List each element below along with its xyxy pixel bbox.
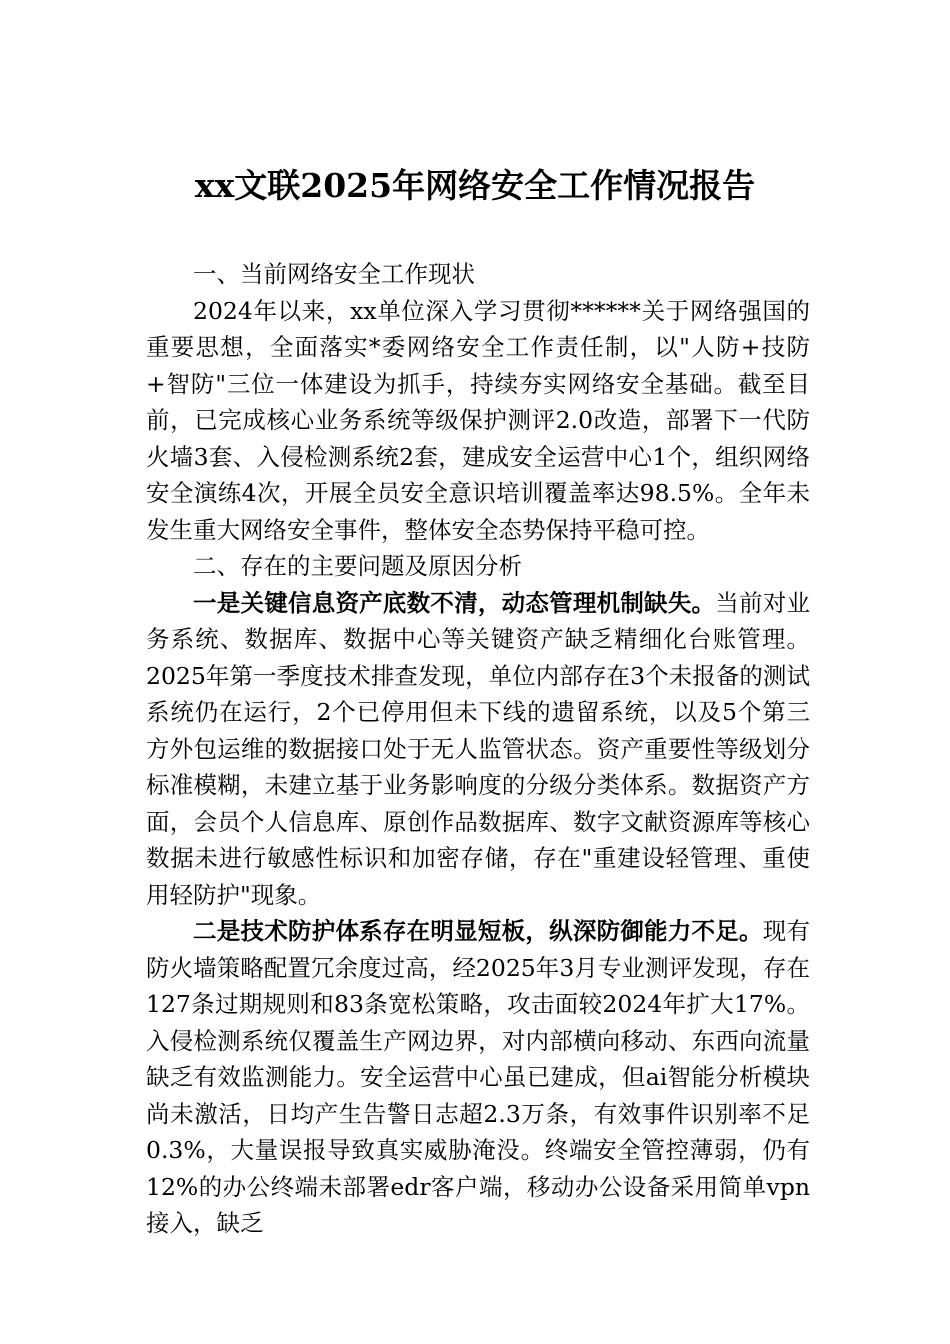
item-1-body: 当前对业务系统、数据库、数据中心等关键资产缺乏精细化台账管理。2025年第一季度技术排查发现，单位内部存在3个未报备的测试系统仍在运行，2个已停用但未下线的遗留系统，以及5个第三方外包运维的数据接口处于无人监管状态。资产重要性等级划分标准模糊，未建立基于业务影响度的分级分类体系。数据资产方面，会员个人信息库、原创作品数据库、数字文献资源库等核心数据未进行敏感性标识和加密存储，存在"重建设轻管理、重使用轻防护"现象。 [146,588,811,909]
document-title: xx文联2025年网络安全工作情况报告 [194,166,756,205]
document-body [146,256,810,1242]
section-heading-2: 二、存在的主要问题及原因分析 [193,552,522,580]
section-2-item-1 [146,585,810,914]
section-heading-1: 一、当前网络安全工作现状 [193,260,475,288]
item-2-lead: 二是技术防护体系存在明显短板，纵深防御能力不足。 [193,917,763,945]
section-2-item-2 [146,913,810,1242]
item-1-lead: 一是关键信息资产底数不清，动态管理机制缺失。 [193,588,716,617]
item-2-body: 现有防火墙策略配置冗余度过高，经2025年3月专业测评发现，存在127条过期规则和83条宽松策略，攻击面较2024年扩大17%。入侵检测系统仅覆盖生产网边界，对内部横向移动、东西向流量缺乏有效监测能力。安全运营中心虽已建成，但ai智能分析模块尚未激活，日均产生告警日志超2.3万条，有效事件识别率不足0.3%，大量误报导致真实威胁淹没。终端安全管控薄弱，仍有12%的办公终端未部署edr客户端，移动办公设备采用简单vpn接入，缺乏 [146,917,811,1237]
section-1-paragraph: 2024年以来，xx单位深入学习贯彻******关于网络强国的重要思想，全面落实*委网络安全工作责任制，以"人防+技防+智防"三位一体建设为抓手，持续夯实网络安全基础。截至目前，已完成核心业务系统等级保护测评2.0改造，部署下一代防火墙3套、入侵检测系统2套，建成安全运营中心1个，组织网络安全演练4次，开展全员安全意识培训覆盖率达98.5%。全年未发生重大网络安全事件，整体安全态势保持平稳可控。 [146,296,810,544]
